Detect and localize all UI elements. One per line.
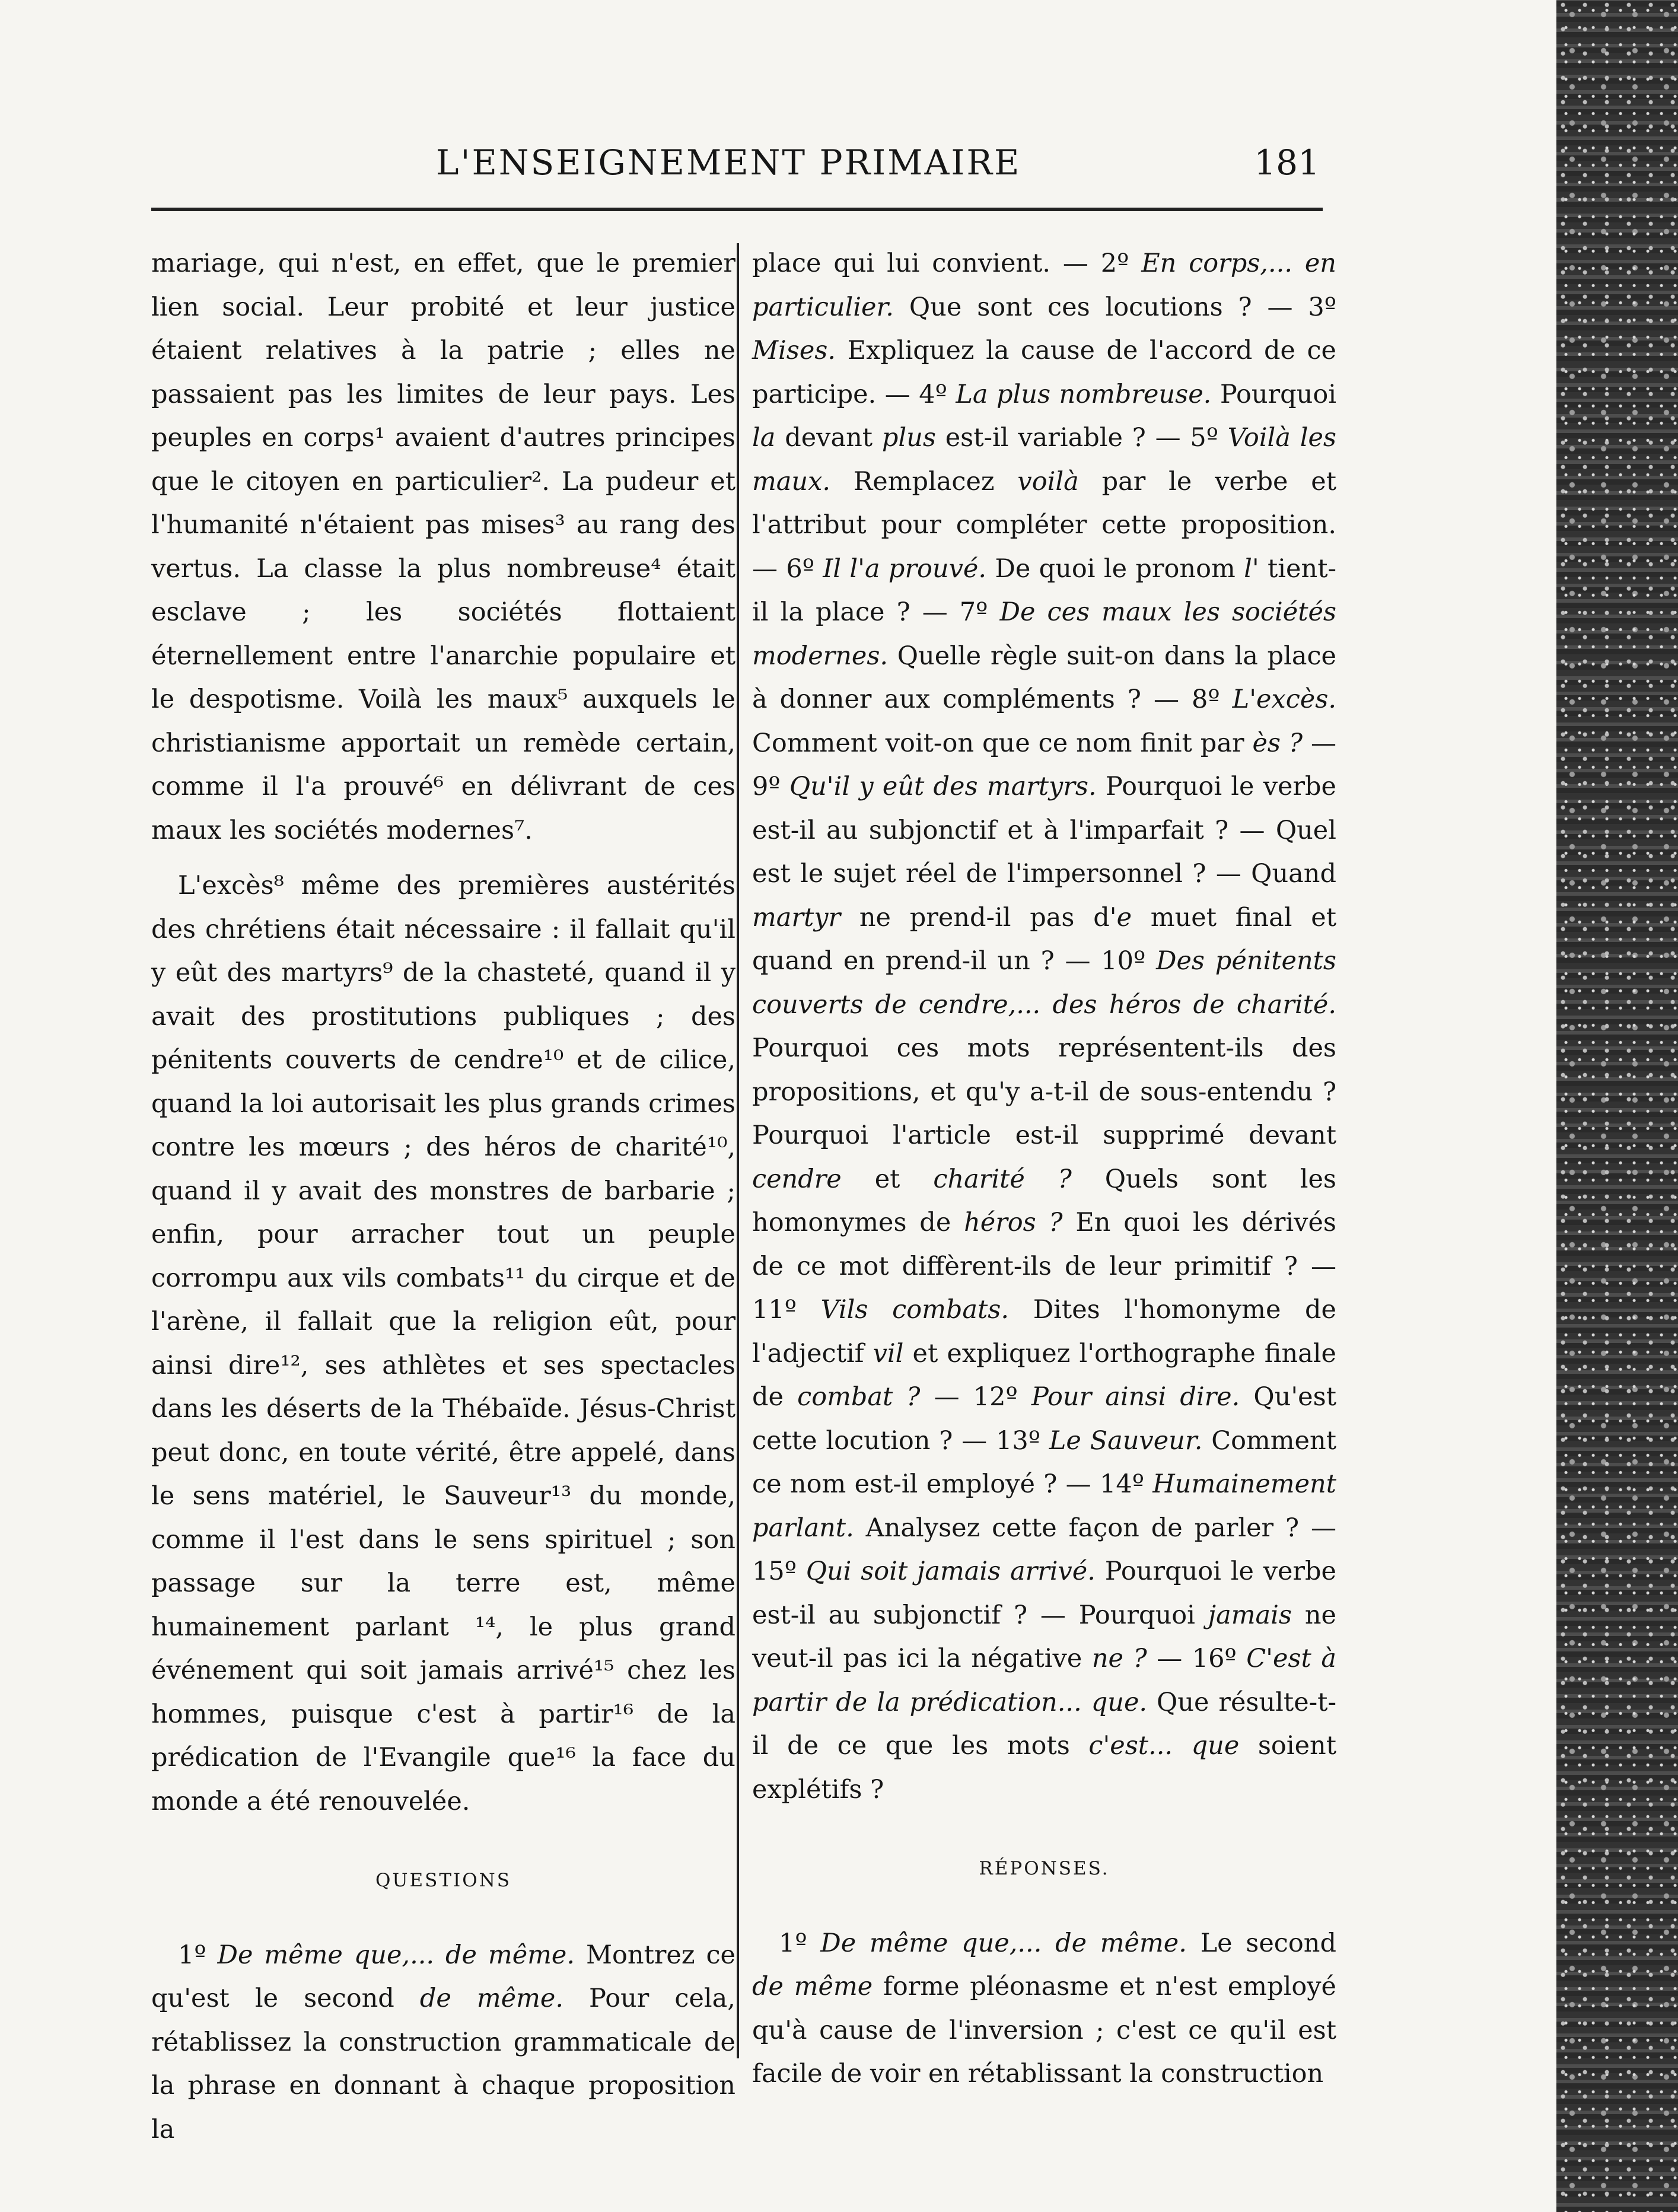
q-seg: et expliquez l'orthographe finale de <box>752 1338 1336 1412</box>
right-column <box>752 242 1336 2096</box>
q-seg: devant <box>775 423 882 453</box>
q-seg: Pourquoi <box>1211 379 1337 409</box>
q-seg: par le verbe et l'attribut pour compléter cette proposition. — 6º <box>752 466 1336 584</box>
q-seg-italic: Vils combats. <box>820 1295 1010 1325</box>
q-seg-italic: voilà <box>1017 466 1079 496</box>
q-seg: Qu'est cette locution ? — 13º <box>752 1382 1336 1456</box>
q-seg: Comment voit-on que ce nom finit par <box>752 728 1253 758</box>
q-seg-italic: Mises. <box>752 336 836 365</box>
q-seg-italic: Il l'a prouvé. <box>823 553 987 584</box>
q-seg: Pourquoi ces mots représentent-ils des propositions, et qu'y a-t-il de sous-entendu ? Pourquoi l'article est-il supprimé devant <box>752 1033 1336 1150</box>
text-paragraph-1: mariage, qui n'est, en effet, que le premier lien social. Leur probité et leur justice étaient relatives à la patrie ; elles ne passaient pas les limites de leur pays. Les peuples en corps¹ avaient d'autres principes que le citoyen en particulier². La pudeur et l'humanité n'étaient pas mises³ au rang des vertus. La classe la plus nombreuse⁴ était esclave ; les sociétés flottaient éternellement entre l'anarchie populaire et le despotisme. Voilà les maux⁵ auxquels le christianisme apportait un remède certain, comme il l'a prouvé⁶ en délivrant de ces maux les sociétés modernes⁷. <box>151 249 735 845</box>
q-seg-italic: Qu'il y eût des martyrs. <box>789 772 1097 801</box>
text-paragraph-2: L'excès⁸ même des premières austérités des chrétiens était nécessaire : il fallait qu'il y eût des martyrs⁹ de la chasteté, quand il y avait des prostitutions publiques ; des pénitents couverts de cendre¹⁰ et de cilice, quand la loi autorisait les plus grands crimes contre les mœurs ; des héros de charité¹⁰, quand il y avait des monstres de barbarie ; enfin, pour arracher tout un peuple corrompu aux vils combats¹¹ du cirque et de l'arène, il fallait que la religion eût, pour ainsi dire¹², ses athlètes et ses spectacles dans les déserts de la Thébaïde. Jésus-Christ peut donc, en toute vérité, être appelé, dans le sens matériel, le Sauveur¹³ du monde, comme il l'est dans le sens spirituel ; son passage sur la terre est, même humainement parlant ¹⁴, le plus grand événement qui soit jamais arrivé¹⁵ chez les hommes, puisque c'est à partir¹⁶ de la prédication de l'Evangile que¹⁶ la face du monde a été renouvelée. <box>151 871 735 1816</box>
question-1-phrase: De même que,... de même. <box>217 1940 575 1970</box>
q-seg-italic: charité ? <box>933 1164 1072 1194</box>
header-rule <box>151 208 1323 211</box>
left-column <box>151 242 735 2151</box>
q-seg-italic: De ces maux les sociétés modernes. <box>752 597 1336 671</box>
q-seg-italic: héros ? <box>964 1208 1063 1237</box>
questions-continued <box>752 242 1336 1812</box>
q-seg: — 12º <box>920 1382 1031 1412</box>
q-seg: place qui lui convient. — 2º <box>752 249 1142 278</box>
answer-1-number: 1º <box>779 1928 807 1958</box>
q-seg: et <box>841 1164 934 1194</box>
q-seg-italic: Humainement parlant. <box>752 1469 1336 1543</box>
q-seg: Que résulte-t-il de ce que les mots <box>752 1687 1336 1761</box>
q-seg-italic: ès ? <box>1252 728 1303 758</box>
q-seg: En quoi les dérivés de ce mot diffèrent-ils de leur primitif ? — 11º <box>752 1208 1336 1325</box>
q-seg-italic: Des pénitents couverts de cendre,... des héros de charité. <box>752 946 1336 1020</box>
q-seg-italic: e <box>1116 902 1132 932</box>
q-seg: Quelle règle suit-on dans la place à donner aux compléments ? — 8º <box>752 641 1336 714</box>
question-1-text-a: Montrez ce qu'est le second <box>151 1940 735 2013</box>
q-seg-italic: L'excès. <box>1232 685 1336 714</box>
q-seg-italic: Qui soit jamais arrivé. <box>805 1557 1096 1586</box>
q-seg: Expliquez la cause de l'accord de ce participe. — 4º <box>752 336 1336 409</box>
q-seg-italic: la <box>752 423 776 453</box>
q-seg: ne veut-il pas ici la négative <box>752 1600 1336 1673</box>
q-seg: tient-il la place ? — 7º <box>752 553 1337 627</box>
q-seg-italic: cendre <box>752 1164 842 1194</box>
q-seg-italic: ne ? <box>1091 1644 1147 1673</box>
page-header <box>151 142 1320 184</box>
q-seg-italic: combat ? <box>797 1382 921 1412</box>
q-seg: De quoi le pronom <box>986 553 1244 584</box>
questions-heading: QUESTIONS <box>375 1870 512 1891</box>
q-seg-italic: C'est à partir de la prédication... que. <box>752 1644 1336 1717</box>
answer-1-phrase: De même que,... de même. <box>820 1928 1187 1958</box>
q-seg-italic: c'est... que <box>1088 1731 1240 1761</box>
scanned-binding-edge <box>1556 0 1678 2212</box>
column-divider <box>737 243 739 2058</box>
question-1-text-b: Pour cela, rétablissez la construction grammaticale de la phrase en donnant à chaque proposition la <box>151 1984 735 2144</box>
q-seg: Pourquoi le verbe est-il au subjonctif ? — Pourquoi <box>752 1557 1336 1630</box>
q-seg: Dites l'homonyme de l'adjectif <box>752 1295 1337 1368</box>
answer-1 <box>752 1922 1336 2096</box>
question-1-de-meme: de même. <box>419 1984 563 2013</box>
q-seg-italic: La plus nombreuse. <box>956 379 1212 409</box>
answer-1-text-a: Le second <box>1186 1928 1337 1958</box>
q-seg: est-il variable ? — 5º <box>935 423 1228 453</box>
answer-1-de-meme: de même <box>752 1972 873 2001</box>
page-number: 181 <box>1254 142 1320 183</box>
q-seg: — 16º <box>1147 1644 1247 1673</box>
question-1 <box>151 1934 735 2152</box>
q-seg: Remplacez <box>830 466 1018 496</box>
q-seg-italic: jamais <box>1208 1600 1292 1630</box>
q-seg: Analysez cette façon de parler ? — 15º <box>752 1513 1336 1586</box>
q-seg: Que sont ces locutions ? — 3º <box>893 292 1336 322</box>
answer-1-text-b: forme pléonasme et n'est employé qu'à cause de l'inversion ; c'est ce qu'il est facile de voir en rétablissant la construction <box>752 1972 1336 2089</box>
question-1-number: 1º <box>178 1940 206 1970</box>
q-seg: soient explétifs ? <box>752 1731 1336 1804</box>
q-seg: Pourquoi le verbe est-il au subjonctif et à l'imparfait ? — Quel est le sujet réel de l'impersonnel ? — Quand <box>752 772 1337 889</box>
q-seg: Quels sont les homonymes de <box>752 1164 1336 1237</box>
q-seg-italic: Pour ainsi dire. <box>1031 1382 1240 1412</box>
q-seg-italic: martyr <box>752 902 841 932</box>
q-seg-italic: En corps,... en particulier. <box>752 249 1336 322</box>
q-seg: muet final et quand en prend-il un ? — 10º <box>752 902 1336 976</box>
running-title: L'ENSEIGNEMENT PRIMAIRE <box>436 142 1021 183</box>
q-seg-italic: Le Sauveur. <box>1049 1425 1203 1456</box>
q-seg: — 9º <box>752 728 1336 801</box>
q-seg-italic: Voilà les maux. <box>752 423 1336 496</box>
q-seg-italic: vil <box>873 1338 904 1368</box>
reponses-heading: RÉPONSES. <box>979 1858 1110 1879</box>
q-seg-italic: plus <box>881 423 936 453</box>
q-seg-italic: l' <box>1244 553 1259 584</box>
q-seg: ne prend-il pas d' <box>840 902 1117 932</box>
q-seg: Comment ce nom est-il employé ? — 14º <box>752 1425 1336 1499</box>
